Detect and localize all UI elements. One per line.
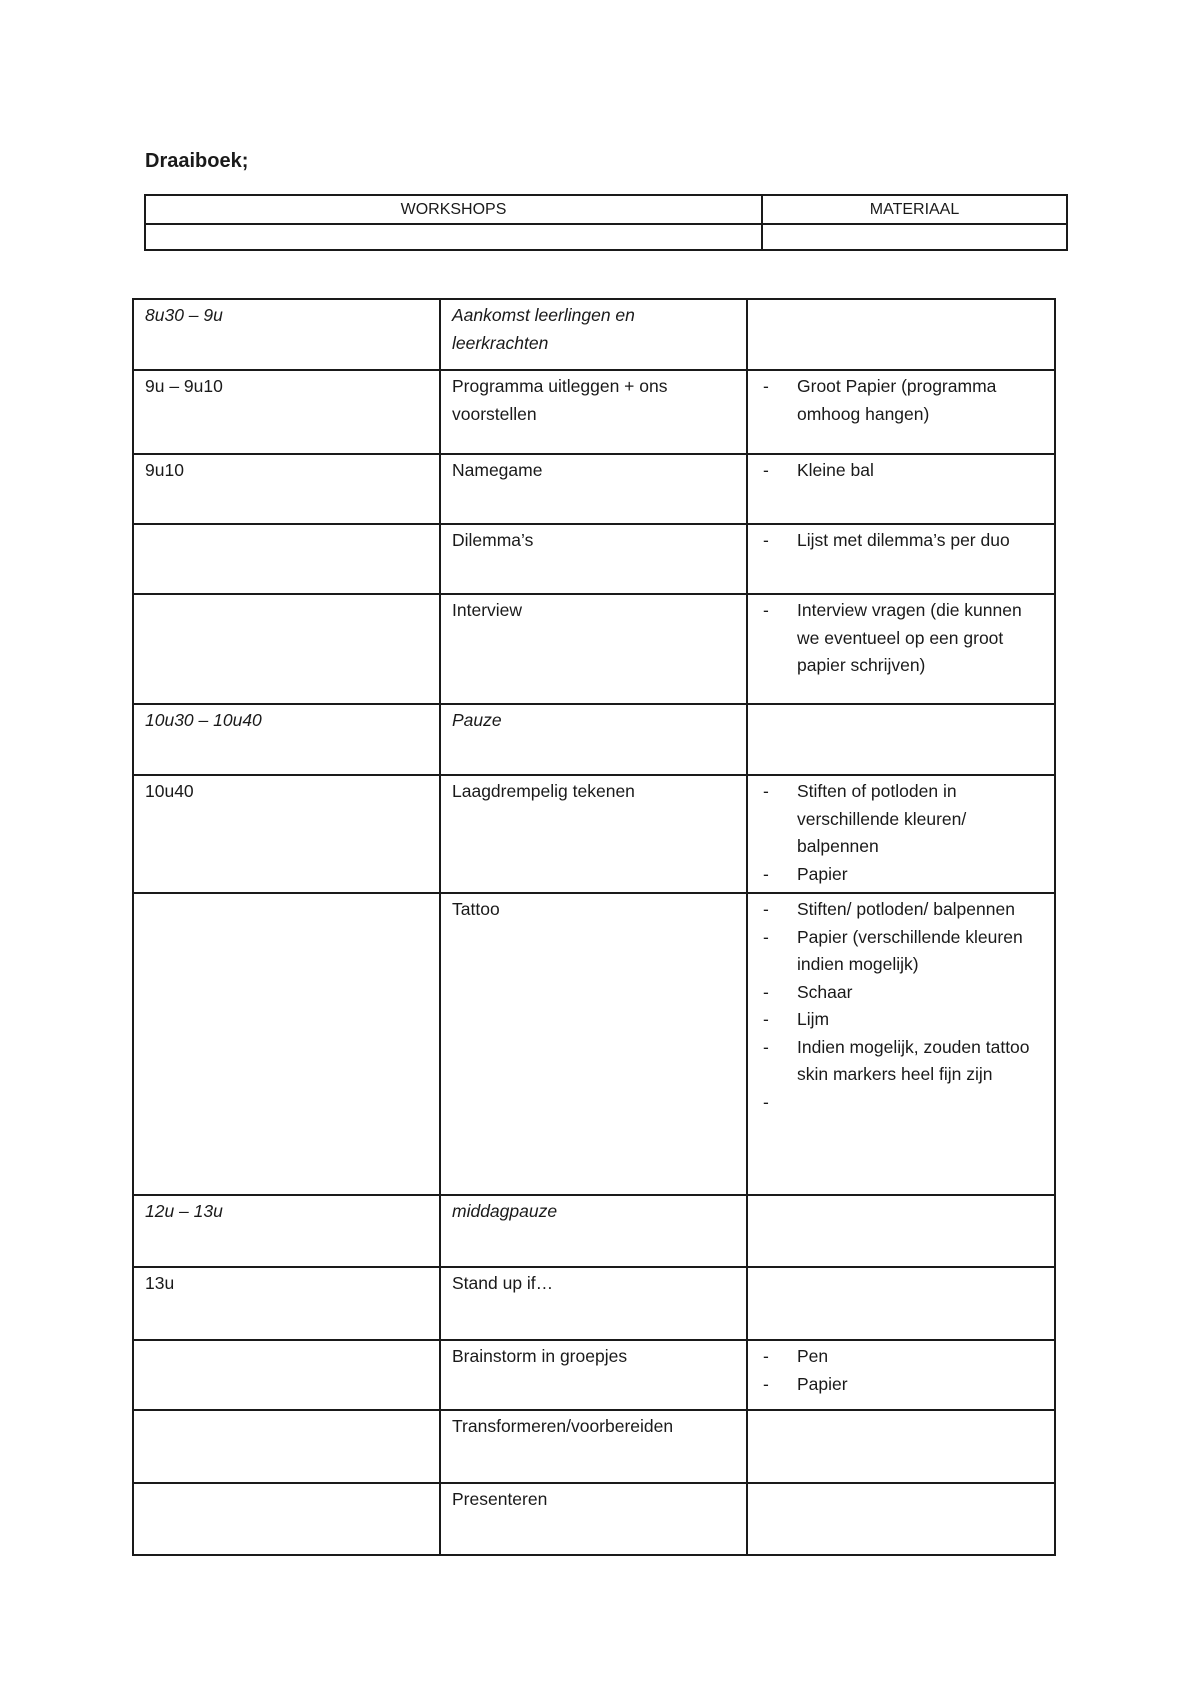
material-item: - Schaar (797, 979, 1043, 1007)
time-cell (133, 1340, 440, 1410)
activity-cell: Transformeren/voorbereiden (440, 1410, 747, 1483)
materials-cell (747, 370, 1055, 454)
materials-list (759, 527, 1043, 555)
time-cell: 13u (133, 1267, 440, 1340)
activity-cell: Stand up if… (440, 1267, 747, 1340)
activity-cell: Interview (440, 594, 747, 704)
material-item: - Papier (797, 861, 1043, 889)
material-item: - Interview vragen (die kunnen we eventueel op een groot papier schrijven) (797, 597, 1043, 680)
material-item: - Stiften/ potloden/ balpennen (797, 896, 1043, 924)
activity-cell: Pauze (440, 704, 747, 775)
materials-list (759, 778, 1043, 888)
time-cell (133, 1410, 440, 1483)
materials-cell (747, 704, 1055, 775)
empty-cell (145, 224, 762, 250)
document-title: Draaiboek; (145, 150, 249, 172)
schedule-row (133, 1195, 1055, 1267)
materiaal-header: MATERIAAL (762, 195, 1067, 224)
schedule-row (133, 594, 1055, 704)
schedule-row (133, 775, 1055, 893)
time-cell: 9u – 9u10 (133, 370, 440, 454)
materials-cell (747, 893, 1055, 1195)
header-row (145, 195, 1067, 224)
time-cell: 12u – 13u (133, 1195, 440, 1267)
activity-cell: Laagdrempelig tekenen (440, 775, 747, 893)
activity-cell: Aankomst leerlingen en leerkrachten (440, 299, 747, 370)
materials-list (759, 597, 1043, 680)
materials-cell (747, 775, 1055, 893)
header-table (144, 194, 1068, 251)
materials-cell (747, 524, 1055, 594)
materials-cell (747, 1483, 1055, 1555)
materials-list (759, 373, 1043, 428)
materials-list (759, 1343, 1043, 1398)
material-item: - Papier (verschillende kleuren indien mogelijk) (797, 924, 1043, 979)
materials-cell (747, 1410, 1055, 1483)
time-cell (133, 524, 440, 594)
time-cell (133, 1483, 440, 1555)
material-item: - Pen (797, 1343, 1043, 1371)
time-cell (133, 893, 440, 1195)
material-item: - Lijst met dilemma’s per duo (797, 527, 1043, 555)
material-item: - Papier (797, 1371, 1043, 1399)
time-cell: 10u40 (133, 775, 440, 893)
material-item: - Kleine bal (797, 457, 1043, 485)
time-cell: 9u10 (133, 454, 440, 524)
activity-cell: Namegame (440, 454, 747, 524)
schedule-row (133, 299, 1055, 370)
schedule-row (133, 1410, 1055, 1483)
schedule-table (132, 298, 1056, 1556)
activity-cell: Brainstorm in groepjes (440, 1340, 747, 1410)
materials-cell (747, 1267, 1055, 1340)
material-item: - Lijm (797, 1006, 1043, 1034)
schedule-row (133, 370, 1055, 454)
activity-cell: Tattoo (440, 893, 747, 1195)
material-item: - Groot Papier (programma omhoog hangen) (797, 373, 1043, 428)
schedule-row (133, 1340, 1055, 1410)
material-item (797, 1089, 1043, 1117)
activity-cell: Presenteren (440, 1483, 747, 1555)
schedule-row (133, 454, 1055, 524)
time-cell: 8u30 – 9u (133, 299, 440, 370)
time-cell: 10u30 – 10u40 (133, 704, 440, 775)
schedule-row (133, 1267, 1055, 1340)
materials-cell (747, 299, 1055, 370)
materials-list (759, 457, 1043, 485)
schedule-row (133, 1483, 1055, 1555)
activity-cell: Dilemma’s (440, 524, 747, 594)
header-empty-row (145, 224, 1067, 250)
activity-cell: middagpauze (440, 1195, 747, 1267)
materials-cell (747, 454, 1055, 524)
schedule-row (133, 524, 1055, 594)
time-cell (133, 594, 440, 704)
empty-cell (762, 224, 1067, 250)
materials-list (759, 896, 1043, 1116)
material-item: - Indien mogelijk, zouden tattoo skin markers heel fijn zijn (797, 1034, 1043, 1089)
activity-cell: Programma uitleggen + ons voorstellen (440, 370, 747, 454)
materials-cell (747, 1195, 1055, 1267)
schedule-row (133, 704, 1055, 775)
schedule-row (133, 893, 1055, 1195)
workshops-header: WORKSHOPS (145, 195, 762, 224)
materials-cell (747, 594, 1055, 704)
material-item: - Stiften of potloden in verschillende kleuren/ balpennen (797, 778, 1043, 861)
materials-cell (747, 1340, 1055, 1410)
